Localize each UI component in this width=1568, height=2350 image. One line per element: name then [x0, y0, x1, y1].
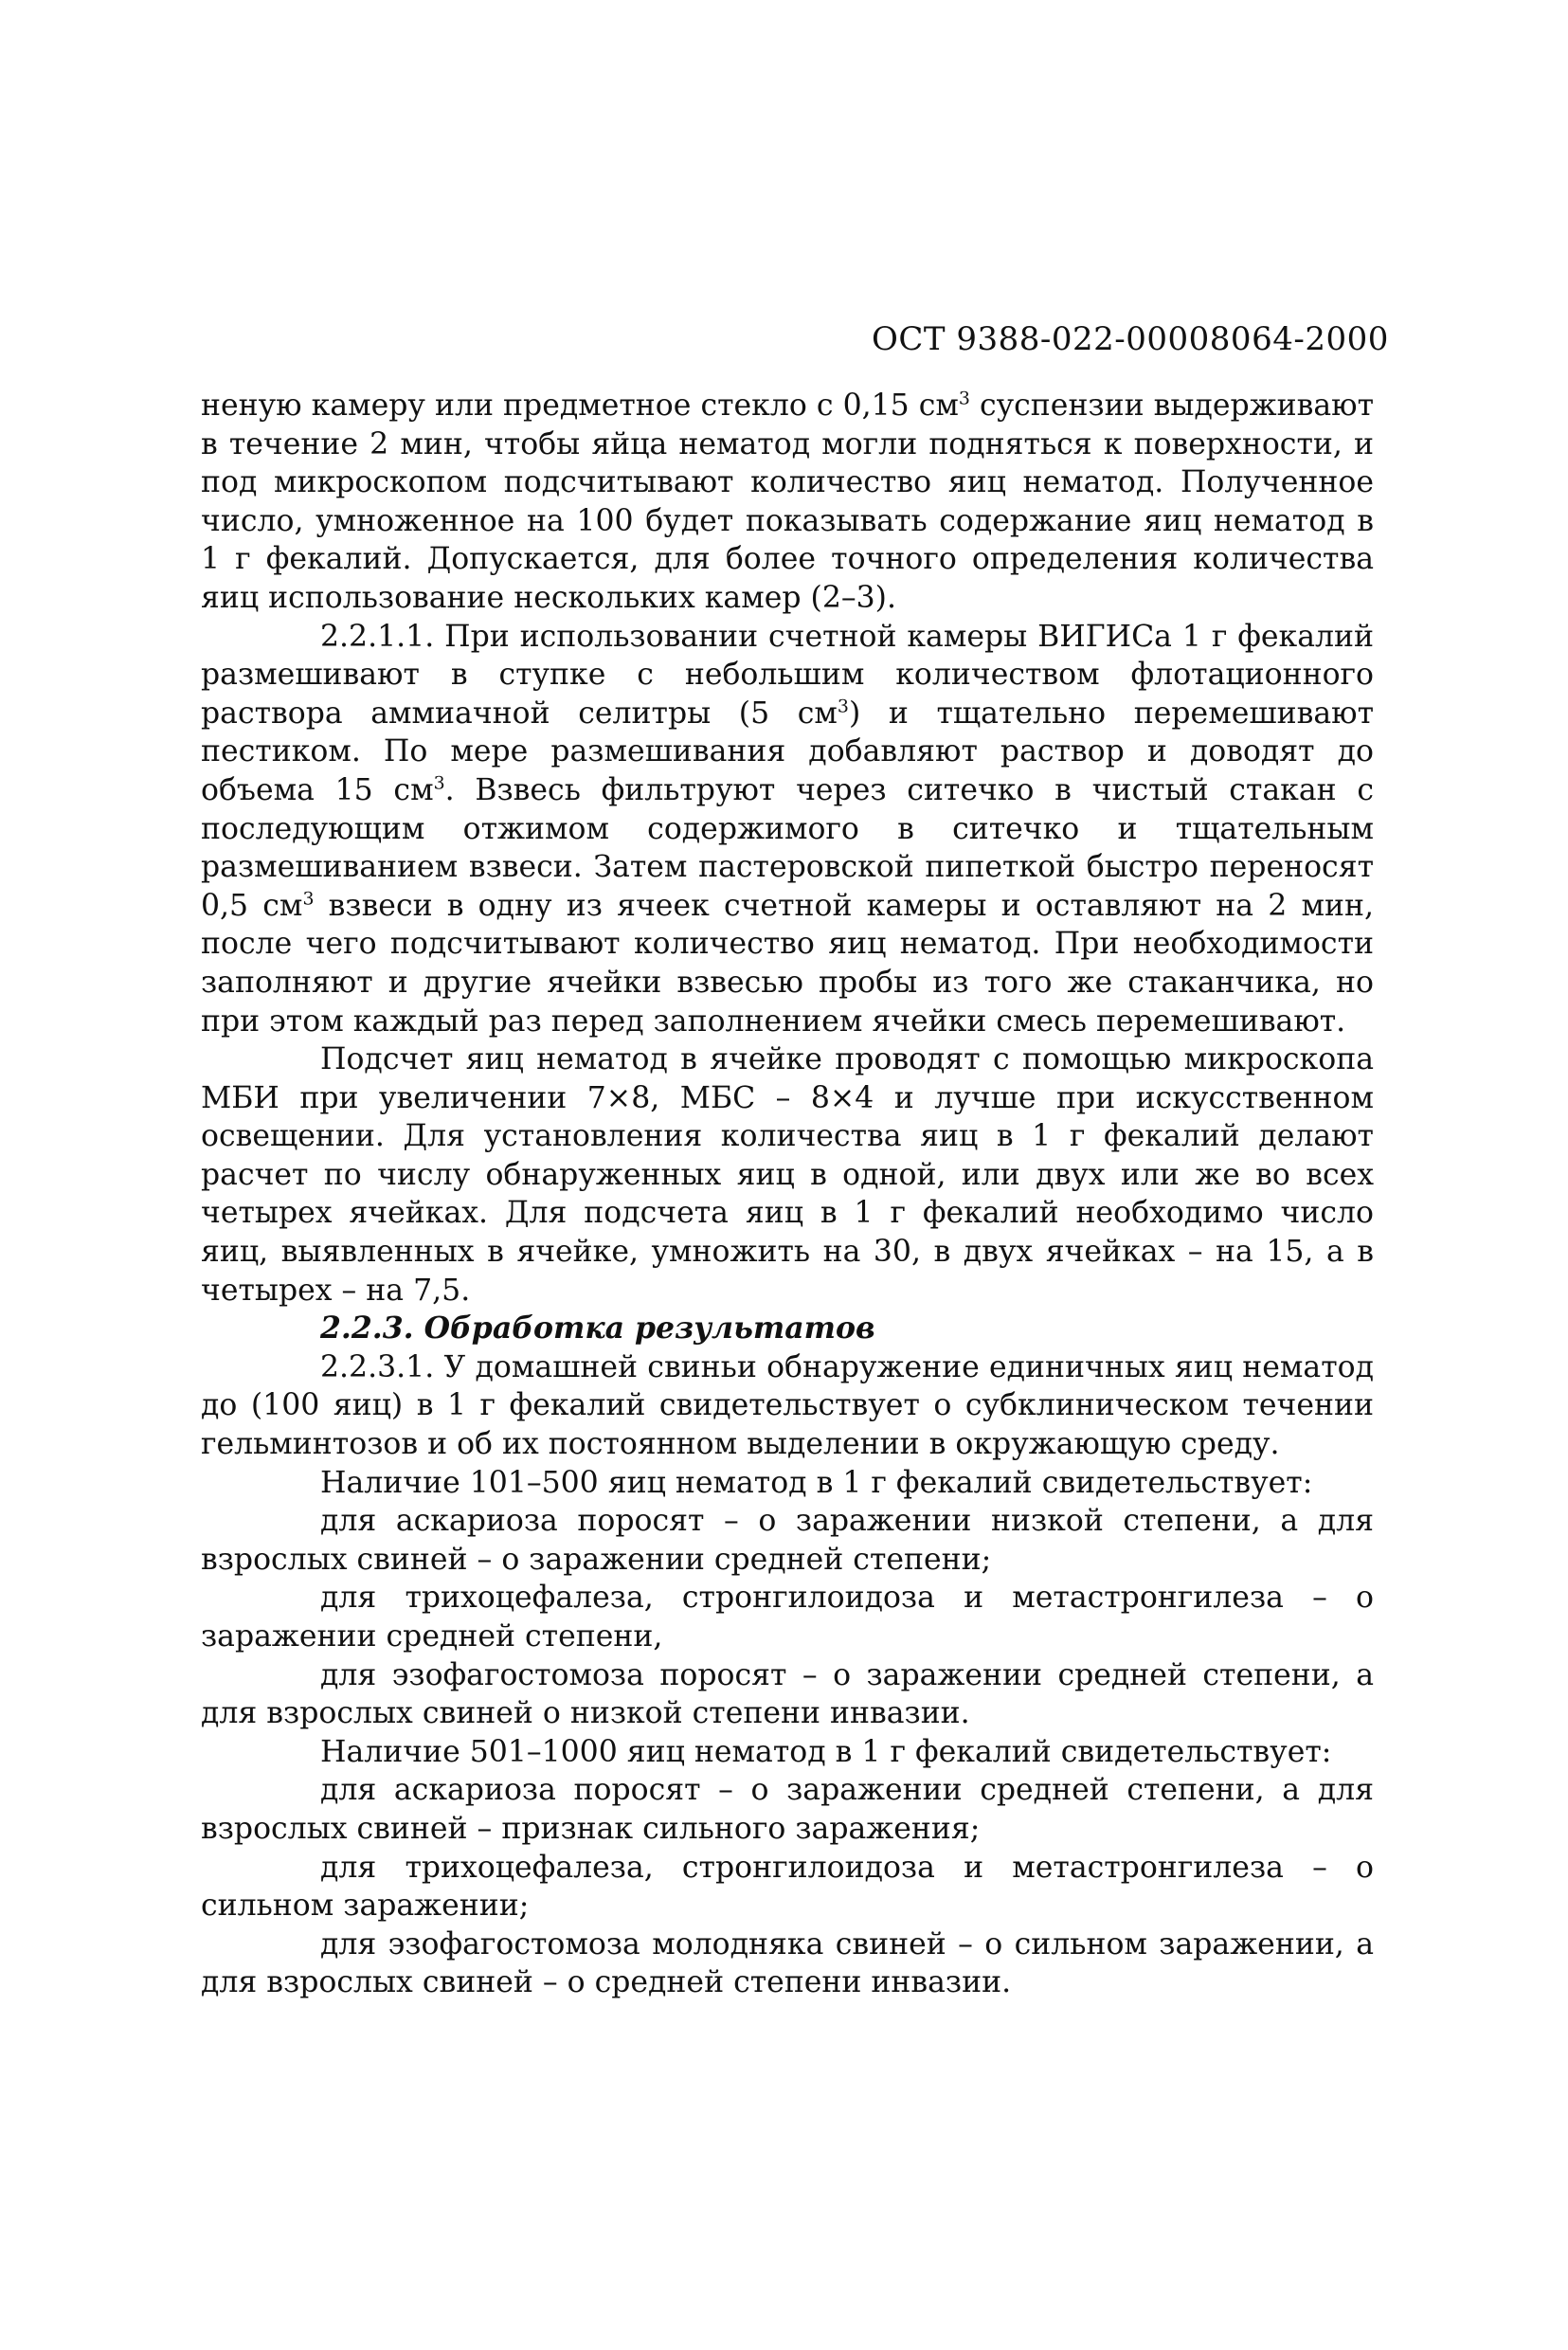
list-item: для трихоцефалеза, стронгилоидоза и метастронгилеза – о сильном заражении;	[201, 1850, 1374, 1924]
paragraph-2-2-3-1: 2.2.3.1. У домашней свиньи обнаружение единичных яиц нематод до (100 яиц) в 1 г фекалий свидетельствует о субклиническом течении гельминтозов и об их постоянном выделении в окружающую среду.	[201, 1349, 1374, 1462]
paragraph-501-1000: Наличие 501–1000 яиц нематод в 1 г фекалий свидетельствует:	[320, 1734, 1332, 1769]
document-code-header: ОСТ 9388-022-00008064-2000	[872, 320, 1389, 358]
list-item: для трихоцефалеза, стронгилоидоза и метастронгилеза – о заражении средней степени,	[201, 1581, 1374, 1654]
document-body	[201, 387, 1374, 2002]
paragraph-continuation: неную камеру или предметное стекло с 0,15 $см^3$ суспензии выдерживают в течение 2 мин, чтобы яйца нематод могли подняться к поверхности, и под микроскопом подсчитывают количество яиц нематод. Полученное число, умноженное на 100 будет показывать содержание яиц нематод в 1 г фекалий. Допускается, для более точного определения количества яиц использование нескольких камер (2–3).	[201, 388, 1374, 615]
paragraph-egg-count: Подсчет яиц нематод в ячейке проводят с помощью микроскопа МБИ при увеличении 7×8, МБС – 8×4 и лучше при искусственном освещении. Для установления количества яиц в 1 г фекалий делают расчет по числу обнаруженных яиц в одной, или двух или же во всех четырех ячейках. Для подсчета яиц в 1 г фекалий необходимо число яиц, выявленных в ячейке, умножить на 30, в двух ячейках – на 15, а в четырех – на 7,5.	[201, 1042, 1374, 1308]
list-item: для аскариоза поросят – о заражении средней степени, а для взрослых свиней – признак сильного заражения;	[201, 1773, 1374, 1846]
list-item: для эзофагостомоза поросят – о заражении средней степени, а для взрослых свиней о низкой степени инвазии.	[201, 1657, 1374, 1731]
section-heading: 2.2.3. Обработка результатов	[320, 1311, 875, 1347]
paragraph-2-2-1-1: 2.2.1.1. При использовании счетной камеры ВИГИСа 1 г фекалий размешивают в ступке с небольшим количеством флотационного раствора аммиачной селитры (5 $см^3$) и тщательно перемешивают пестиком. По мере размешивания добавляют раствор и доводят до объема 15 $см^3$. Взвесь фильтруют через ситечко в чистый стакан с последующим отжимом содержимого в ситечко и тщательным размешиванием взвеси. Затем пастеровской пипеткой быстро переносят 0,5 $см^3$ взвеси в одну из ячеек счетной камеры и оставляют на 2 мин, после чего подсчитывают количество яиц нематод. При необходимости заполняют и другие ячейки взвесью пробы из того же стаканчика, но при этом каждый раз перед заполнением ячейки смесь перемешивают.	[201, 619, 1374, 1039]
list-item: для эзофагостомоза молодняка свиней – о сильном заражении, а для взрослых свиней – о средней степени инвазии.	[201, 1926, 1374, 2000]
list-item: для аскариоза поросят – о заражении низкой степени, а для взрослых свиней – о заражении средней степени;	[201, 1504, 1374, 1577]
paragraph-101-500: Наличие 101–500 яиц нематод в 1 г фекалий свидетельствует:	[320, 1465, 1313, 1500]
